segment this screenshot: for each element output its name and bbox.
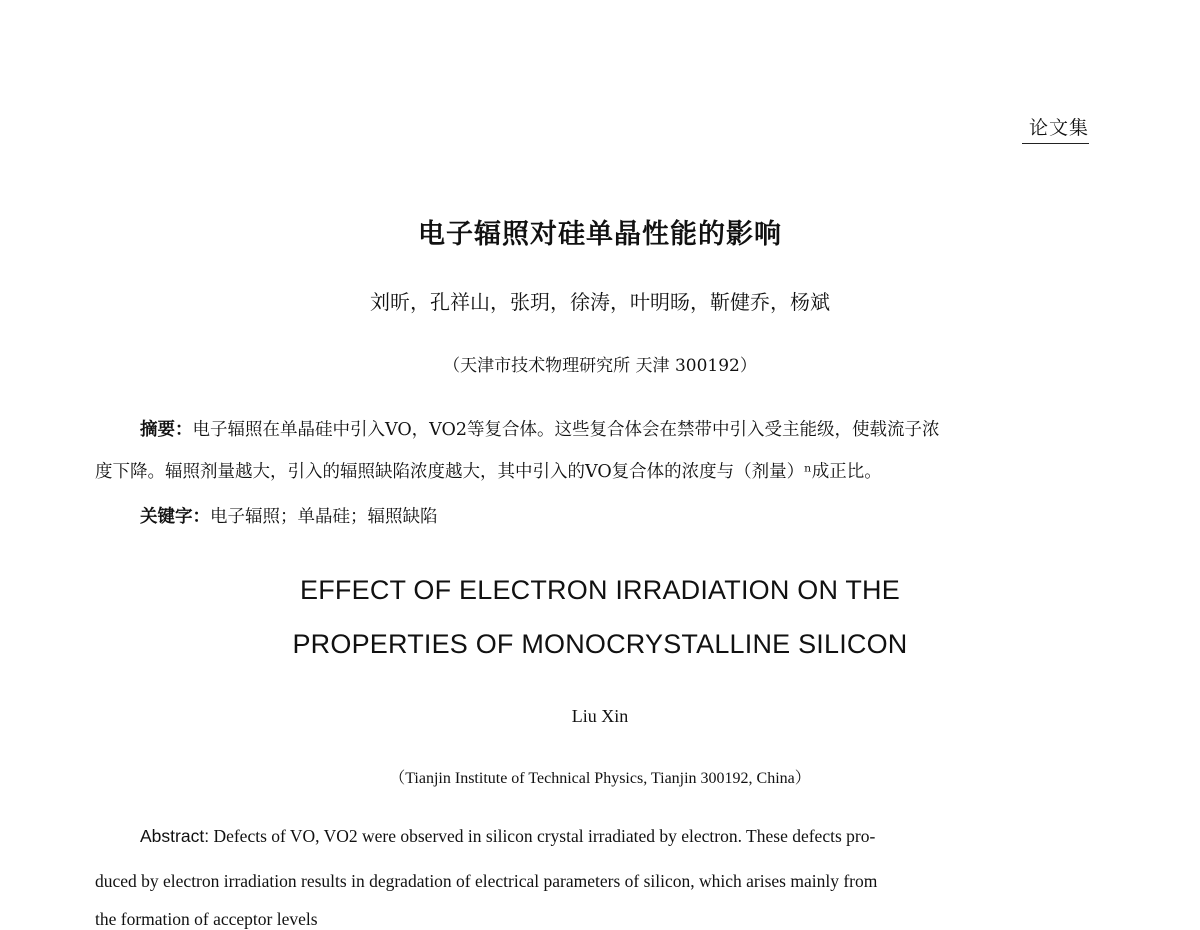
chinese-authors: 刘昕，孔祥山，张玥，徐涛，叶明旸，靳健乔，杨斌 xyxy=(370,290,830,314)
chinese-keywords-text: 电子辐照；单晶硅；辐照缺陷 xyxy=(210,507,438,527)
english-abstract-line-2: duced by electron irradiation results in degradation of electrical parameters of silicon, which arises mainly from xyxy=(95,871,878,891)
chinese-title: 电子辐照对硅单晶性能的影响 xyxy=(418,219,782,250)
chinese-abstract-label: 摘要： xyxy=(140,420,193,440)
english-title-line-1: EFFECT OF ELECTRON IRRADIATION ON THE xyxy=(300,575,900,605)
english-author: Liu Xin xyxy=(571,706,629,726)
header-underline xyxy=(1022,143,1089,144)
english-title-line-2: PROPERTIES OF MONOCRYSTALLINE SILICON xyxy=(292,629,908,659)
english-abstract-line-3: the formation of acceptor levels xyxy=(95,909,318,929)
chinese-affiliation: （天津市技术物理研究所 天津 300192） xyxy=(443,356,757,376)
english-abstract-text-1: Defects of VO, VO2 were observed in silicon crystal irradiated by electron. These defects pro- xyxy=(209,826,876,846)
chinese-abstract-line-2: 度下降。辐照剂量越大，引入的辐照缺陷浓度越大，其中引入的VO复合体的浓度与（剂量）ⁿ成正比。 xyxy=(95,462,882,482)
english-abstract-line-1 xyxy=(140,826,1105,847)
chinese-abstract-text-1: 电子辐照在单晶硅中引入VO，VO2等复合体。这些复合体会在禁带中引入受主能级，使载流子浓 xyxy=(192,420,940,440)
chinese-abstract-line-1 xyxy=(140,416,1105,441)
chinese-keywords xyxy=(140,503,1150,528)
english-affiliation: （Tianjin Institute of Technical Physics, Tianjin 300192, China） xyxy=(389,770,811,787)
english-abstract-label: Abstract: xyxy=(140,826,210,846)
chinese-keywords-label: 关键字： xyxy=(140,507,210,527)
collection-label: 论文集 xyxy=(1028,117,1089,139)
